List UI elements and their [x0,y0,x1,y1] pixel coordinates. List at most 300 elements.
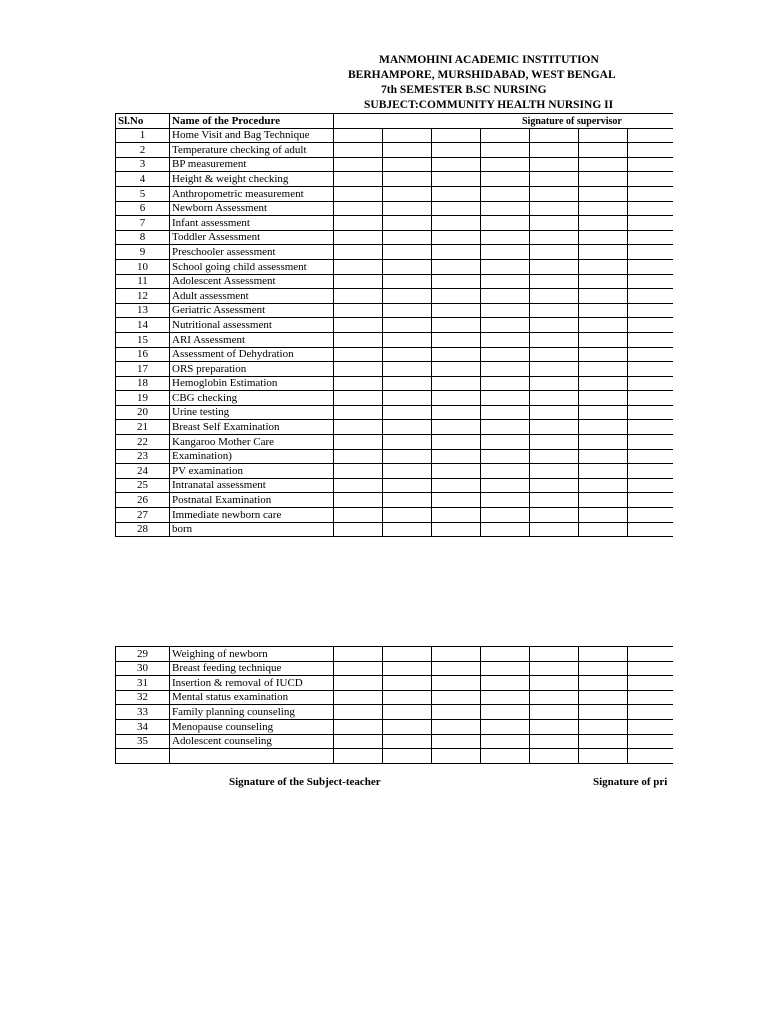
signature-cell[interactable] [334,230,383,245]
signature-cell[interactable] [579,332,628,347]
signature-cell[interactable] [481,157,530,172]
signature-cell[interactable] [334,347,383,362]
procedure-table-part2 [115,646,673,764]
table-row [116,289,674,304]
signature-cell[interactable] [628,332,674,347]
signature-cell[interactable] [432,391,481,406]
signature-cell[interactable] [481,347,530,362]
signature-cell[interactable] [628,216,674,231]
signature-cell[interactable] [579,522,628,537]
signature-cell[interactable] [334,157,383,172]
signature-cell[interactable] [579,245,628,260]
signature-cell[interactable] [530,493,579,508]
signature-cell[interactable] [481,259,530,274]
signature-cell[interactable] [530,449,579,464]
signature-cell[interactable] [334,172,383,187]
signature-cell[interactable] [432,449,481,464]
signature-cell[interactable] [383,719,432,734]
signature-cell[interactable] [628,362,674,377]
table-row [116,749,674,764]
signature-cell[interactable] [334,216,383,231]
signature-cell[interactable] [334,303,383,318]
slno-cell: 24 [116,464,170,479]
signature-cell[interactable] [334,647,383,662]
signature-cell[interactable] [334,420,383,435]
signature-cell[interactable] [432,274,481,289]
signature-cell[interactable] [530,201,579,216]
signature-cell[interactable] [579,347,628,362]
procedure-name-cell: Breast feeding technique [170,661,334,676]
signature-cell[interactable] [383,420,432,435]
signature-cell[interactable] [334,128,383,143]
signature-cell[interactable] [530,522,579,537]
signature-cell[interactable] [432,719,481,734]
signature-cell[interactable] [383,522,432,537]
signature-cell[interactable] [628,289,674,304]
signature-cell[interactable] [383,464,432,479]
table-row [116,405,674,420]
signature-cell[interactable] [530,690,579,705]
signature-cell[interactable] [383,303,432,318]
signature-cell[interactable] [579,201,628,216]
signature-cell[interactable] [383,245,432,260]
signature-cell[interactable] [579,647,628,662]
signature-cell[interactable] [432,478,481,493]
signature-cell[interactable] [579,435,628,450]
signature-cell[interactable] [579,230,628,245]
procedure-name-cell: Hemoglobin Estimation [170,376,334,391]
signature-cell[interactable] [383,705,432,720]
signature-cell[interactable] [628,464,674,479]
signature-cell[interactable] [334,405,383,420]
signature-cell[interactable] [579,661,628,676]
signature-cell[interactable] [383,157,432,172]
signature-cell[interactable] [334,522,383,537]
signature-cell[interactable] [481,676,530,691]
slno-cell: 27 [116,508,170,523]
signature-cell[interactable] [432,420,481,435]
signature-cell[interactable] [579,362,628,377]
table-row [116,128,674,143]
signature-cell[interactable] [334,274,383,289]
signature-cell[interactable] [383,362,432,377]
signature-cell[interactable] [432,508,481,523]
signature-cell[interactable] [481,435,530,450]
signature-cell[interactable] [383,734,432,749]
signature-cell[interactable] [432,661,481,676]
signature-cell[interactable] [530,230,579,245]
signature-cell[interactable] [579,143,628,158]
signature-cell[interactable] [530,157,579,172]
signature-cell[interactable] [579,478,628,493]
signature-cell[interactable] [628,391,674,406]
signature-cell[interactable] [432,347,481,362]
signature-cell[interactable] [334,719,383,734]
signature-cell[interactable] [432,201,481,216]
signature-cell[interactable] [481,318,530,333]
signature-cell[interactable] [432,186,481,201]
signature-cell[interactable] [383,508,432,523]
signature-cell[interactable] [432,435,481,450]
signature-cell[interactable] [628,449,674,464]
signature-cell[interactable] [530,705,579,720]
signature-cell[interactable] [432,143,481,158]
slno-cell: 29 [116,647,170,662]
signature-cell[interactable] [530,376,579,391]
signature-cell[interactable] [530,647,579,662]
signature-cell[interactable] [628,435,674,450]
table-row [116,420,674,435]
signature-cell[interactable] [579,449,628,464]
signature-cell[interactable] [579,318,628,333]
signature-cell[interactable] [628,143,674,158]
signature-cell[interactable] [383,478,432,493]
signature-cell[interactable] [530,362,579,377]
signature-cell[interactable] [579,676,628,691]
signature-cell[interactable] [481,332,530,347]
signature-cell[interactable] [530,245,579,260]
table-row [116,435,674,450]
signature-cell[interactable] [579,734,628,749]
slno-cell: 30 [116,661,170,676]
signature-cell[interactable] [481,391,530,406]
procedure-name-cell [170,749,334,764]
signature-cell[interactable] [481,245,530,260]
signature-cell[interactable] [628,676,674,691]
signature-cell[interactable] [383,259,432,274]
signature-cell[interactable] [334,478,383,493]
signature-cell[interactable] [481,647,530,662]
signature-cell[interactable] [628,172,674,187]
signature-cell[interactable] [628,201,674,216]
signature-cell[interactable] [334,661,383,676]
signature-cell[interactable] [579,749,628,764]
signature-cell[interactable] [481,186,530,201]
signature-cell[interactable] [334,318,383,333]
signature-cell[interactable] [432,376,481,391]
signature-cell[interactable] [628,478,674,493]
slno-cell: 8 [116,230,170,245]
signature-cell[interactable] [383,230,432,245]
table-row [116,734,674,749]
signature-cell[interactable] [383,435,432,450]
signature-cell[interactable] [628,186,674,201]
table-row [116,391,674,406]
table-row [116,690,674,705]
table-row [116,661,674,676]
signature-cell[interactable] [628,347,674,362]
signature-cell[interactable] [530,435,579,450]
signature-cell[interactable] [383,647,432,662]
slno-cell: 13 [116,303,170,318]
signature-cell[interactable] [334,376,383,391]
procedure-name-cell: Infant assessment [170,216,334,231]
signature-cell[interactable] [481,289,530,304]
signature-cell[interactable] [530,216,579,231]
signature-cell[interactable] [383,318,432,333]
signature-cell[interactable] [432,216,481,231]
signature-cell[interactable] [579,405,628,420]
signature-cell[interactable] [334,690,383,705]
signature-cell[interactable] [481,230,530,245]
signature-cell[interactable] [432,647,481,662]
signature-cell[interactable] [628,318,674,333]
table-row [116,245,674,260]
signature-cell[interactable] [628,749,674,764]
principal-signature: Signature of pri [593,776,668,788]
table-row [116,172,674,187]
signature-cell[interactable] [530,405,579,420]
signature-cell[interactable] [383,676,432,691]
signature-cell[interactable] [481,478,530,493]
signature-cell[interactable] [579,690,628,705]
signature-cell[interactable] [432,230,481,245]
signature-cell[interactable] [432,318,481,333]
signature-cell[interactable] [432,245,481,260]
signature-cell[interactable] [579,289,628,304]
signature-cell[interactable] [579,216,628,231]
signature-cell[interactable] [334,493,383,508]
signature-cell[interactable] [481,719,530,734]
signature-cell[interactable] [383,449,432,464]
signature-cell[interactable] [334,245,383,260]
signature-cell[interactable] [530,186,579,201]
signature-cell[interactable] [334,676,383,691]
signature-cell[interactable] [579,376,628,391]
signature-cell[interactable] [579,186,628,201]
signature-cell[interactable] [334,143,383,158]
signature-cell[interactable] [383,661,432,676]
signature-cell[interactable] [481,661,530,676]
signature-cell[interactable] [530,347,579,362]
signature-cell[interactable] [530,143,579,158]
signature-cell[interactable] [481,734,530,749]
signature-cell[interactable] [383,289,432,304]
signature-cell[interactable] [432,749,481,764]
signature-cell[interactable] [579,705,628,720]
signature-cell[interactable] [628,303,674,318]
signature-cell[interactable] [530,508,579,523]
signature-cell[interactable] [530,661,579,676]
signature-cell[interactable] [432,289,481,304]
signature-cell[interactable] [481,705,530,720]
signature-cell[interactable] [530,719,579,734]
signature-cell[interactable] [334,186,383,201]
signature-cell[interactable] [530,749,579,764]
signature-cell[interactable] [432,405,481,420]
signature-cell[interactable] [334,435,383,450]
signature-cell[interactable] [334,259,383,274]
signature-cell[interactable] [432,303,481,318]
signature-cell[interactable] [481,303,530,318]
signature-cell[interactable] [530,391,579,406]
signature-cell[interactable] [579,464,628,479]
signature-cell[interactable] [432,128,481,143]
signature-cell[interactable] [579,493,628,508]
signature-cell[interactable] [334,464,383,479]
slno-cell: 16 [116,347,170,362]
signature-cell[interactable] [481,690,530,705]
signature-cell[interactable] [481,449,530,464]
table-row [116,647,674,662]
signature-cell[interactable] [432,464,481,479]
slno-cell: 20 [116,405,170,420]
slno-cell: 32 [116,690,170,705]
signature-cell[interactable] [481,216,530,231]
signature-cell[interactable] [383,749,432,764]
signature-cell[interactable] [579,303,628,318]
signature-cell[interactable] [481,376,530,391]
signature-cell[interactable] [334,201,383,216]
signature-cell[interactable] [383,172,432,187]
signature-cell[interactable] [383,143,432,158]
signature-cell[interactable] [383,128,432,143]
signature-cell[interactable] [628,705,674,720]
signature-cell[interactable] [432,259,481,274]
signature-cell[interactable] [628,376,674,391]
signature-header-cell [334,114,674,129]
slno-cell: 9 [116,245,170,260]
signature-cell[interactable] [334,705,383,720]
signature-cell[interactable] [481,143,530,158]
signature-cell[interactable] [530,464,579,479]
signature-cell[interactable] [628,274,674,289]
supervisor-signature-heading: Signature of supervisor [522,116,622,127]
signature-cell[interactable] [481,172,530,187]
slno-cell: 7 [116,216,170,231]
slno-cell: 31 [116,676,170,691]
signature-cell[interactable] [383,332,432,347]
signature-cell[interactable] [530,420,579,435]
signature-cell[interactable] [432,690,481,705]
procedure-name-cell: Examination) [170,449,334,464]
signature-cell[interactable] [530,259,579,274]
signature-cell[interactable] [432,172,481,187]
signature-cell[interactable] [334,449,383,464]
signature-cell[interactable] [481,508,530,523]
signature-cell[interactable] [481,420,530,435]
signature-cell[interactable] [432,705,481,720]
signature-cell[interactable] [481,464,530,479]
table-row [116,303,674,318]
signature-cell[interactable] [579,719,628,734]
procedure-name-cell: Toddler Assessment [170,230,334,245]
subject-teacher-signature: Signature of the Subject-teacher [229,776,381,788]
signature-cell[interactable] [432,522,481,537]
signature-cell[interactable] [383,391,432,406]
signature-cell[interactable] [432,676,481,691]
signature-cell[interactable] [481,522,530,537]
signature-cell[interactable] [334,332,383,347]
procedure-name-cell: Menopause counseling [170,719,334,734]
signature-cell[interactable] [334,289,383,304]
signature-cell[interactable] [628,647,674,662]
signature-cell[interactable] [628,420,674,435]
signature-cell[interactable] [383,201,432,216]
signature-cell[interactable] [334,749,383,764]
institution-name: MANMOHINI ACADEMIC INSTITUTION [379,54,599,66]
signature-cell[interactable] [481,201,530,216]
signature-cell[interactable] [334,391,383,406]
signature-cell[interactable] [383,493,432,508]
signature-cell[interactable] [628,690,674,705]
signature-cell[interactable] [530,172,579,187]
signature-cell[interactable] [579,420,628,435]
signature-cell[interactable] [530,303,579,318]
signature-cell[interactable] [383,347,432,362]
signature-cell[interactable] [628,245,674,260]
signature-cell[interactable] [481,493,530,508]
signature-cell[interactable] [383,690,432,705]
signature-cell[interactable] [579,391,628,406]
signature-cell[interactable] [383,186,432,201]
signature-cell[interactable] [530,128,579,143]
signature-cell[interactable] [432,734,481,749]
signature-cell[interactable] [383,376,432,391]
signature-cell[interactable] [432,362,481,377]
procedure-name-cell: ORS preparation [170,362,334,377]
signature-cell[interactable] [628,230,674,245]
procedure-name-cell: Adolescent counseling [170,734,334,749]
slno-cell: 25 [116,478,170,493]
signature-cell[interactable] [628,259,674,274]
signature-cell[interactable] [530,274,579,289]
signature-cell[interactable] [481,405,530,420]
signature-cell[interactable] [628,522,674,537]
signature-cell[interactable] [530,478,579,493]
signature-cell[interactable] [628,157,674,172]
procedure-name-cell: BP measurement [170,157,334,172]
signature-cell[interactable] [628,493,674,508]
signature-cell[interactable] [432,493,481,508]
signature-cell[interactable] [334,362,383,377]
signature-cell[interactable] [579,128,628,143]
signature-cell[interactable] [530,332,579,347]
signature-cell[interactable] [628,405,674,420]
signature-cell[interactable] [579,157,628,172]
signature-cell[interactable] [481,274,530,289]
signature-cell[interactable] [383,216,432,231]
slno-cell: 22 [116,435,170,450]
slno-cell: 1 [116,128,170,143]
signature-cell[interactable] [579,172,628,187]
signature-cell[interactable] [628,661,674,676]
table-row [116,676,674,691]
signature-cell[interactable] [481,749,530,764]
signature-cell[interactable] [432,332,481,347]
signature-cell[interactable] [628,734,674,749]
signature-cell[interactable] [579,259,628,274]
signature-cell[interactable] [432,157,481,172]
signature-cell[interactable] [530,318,579,333]
signature-cell[interactable] [628,719,674,734]
signature-cell[interactable] [530,289,579,304]
signature-cell[interactable] [628,128,674,143]
signature-cell[interactable] [334,508,383,523]
signature-cell[interactable] [383,274,432,289]
signature-cell[interactable] [481,362,530,377]
signature-cell[interactable] [383,405,432,420]
signature-cell[interactable] [530,734,579,749]
signature-cell[interactable] [481,128,530,143]
signature-cell[interactable] [334,734,383,749]
signature-cell[interactable] [579,274,628,289]
procedure-name-cell: Temperature checking of adult [170,143,334,158]
signature-cell[interactable] [530,676,579,691]
signature-cell[interactable] [628,508,674,523]
procedure-name-cell: Insertion & removal of IUCD [170,676,334,691]
signature-cell[interactable] [579,508,628,523]
